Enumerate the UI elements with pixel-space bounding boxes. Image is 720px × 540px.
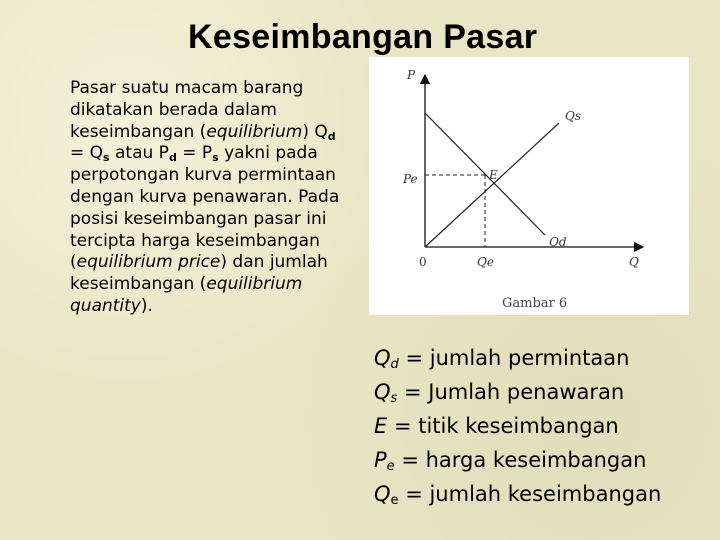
para-italic-equilibrium-quantity: equilibrium quantity [70,274,303,316]
label-pe: Pe [403,172,418,186]
label-qs: Qs [565,109,581,123]
legend-subscript: e [390,493,399,508]
para-sub-d1: d [327,129,336,143]
legend-symbol: P [374,448,387,472]
legend-text: = jumlah permintaan [398,346,630,370]
para-text-8: ). [140,295,153,316]
label-origin: 0 [419,255,427,269]
legend-subscript: e [386,459,395,474]
legend-symbol: E [374,414,388,438]
symbol-legend [374,341,714,511]
para-italic-equilibrium: equilibrium [206,121,303,142]
para-text-6: yakni pada perpotongan kurva permintaan dengan kurva penawaran. Pada posisi keseimbangan pasar ini tercipta harga keseimbangan ( [70,143,340,273]
legend-text: = titik keseimbangan [387,414,619,438]
para-text-4: atau P [109,143,169,164]
label-e: E [489,168,498,182]
legend-text: = jumlah keseimbangan [398,482,662,506]
para-text-1: Pasar suatu macam barang dikatakan berada dalam keseimbangan ( [70,78,304,142]
demand-curve [425,113,545,235]
legend-subscript: d [390,357,399,372]
para-text-5: = P [176,143,213,164]
legend-row [374,477,714,511]
label-p: P [407,68,416,82]
legend-row [374,443,714,477]
legend-row [374,409,714,443]
para-italic-equilibrium-price: equilibrium price [76,252,221,273]
label-qd: Qd [549,235,567,249]
legend-symbol: Q [374,346,391,370]
legend-text: = harga keseimbangan [394,448,647,472]
para-text-2: ) Q [302,121,328,142]
description-paragraph [70,78,355,318]
para-sub-s2: s [212,151,219,165]
legend-text: = Jumlah penawaran [397,380,625,404]
slide-title: Keseimbangan Pasar [188,18,538,56]
para-sub-d2: d [168,151,177,165]
label-q: Q [629,255,639,269]
figure-caption: Gambar 6 [502,296,568,311]
para-text-7: ) dan jumlah keseimbangan ( [70,252,328,295]
legend-symbol: Q [374,380,391,404]
supply-demand-diagram [369,57,689,315]
label-qe: Qe [477,255,494,269]
legend-symbol: Q [374,482,391,506]
legend-row [374,375,714,409]
para-text-3: = Q [70,143,104,164]
supply-demand-figure [369,57,689,315]
para-sub-s1: s [103,151,110,165]
legend-row [374,341,714,375]
legend-subscript: s [390,391,398,406]
